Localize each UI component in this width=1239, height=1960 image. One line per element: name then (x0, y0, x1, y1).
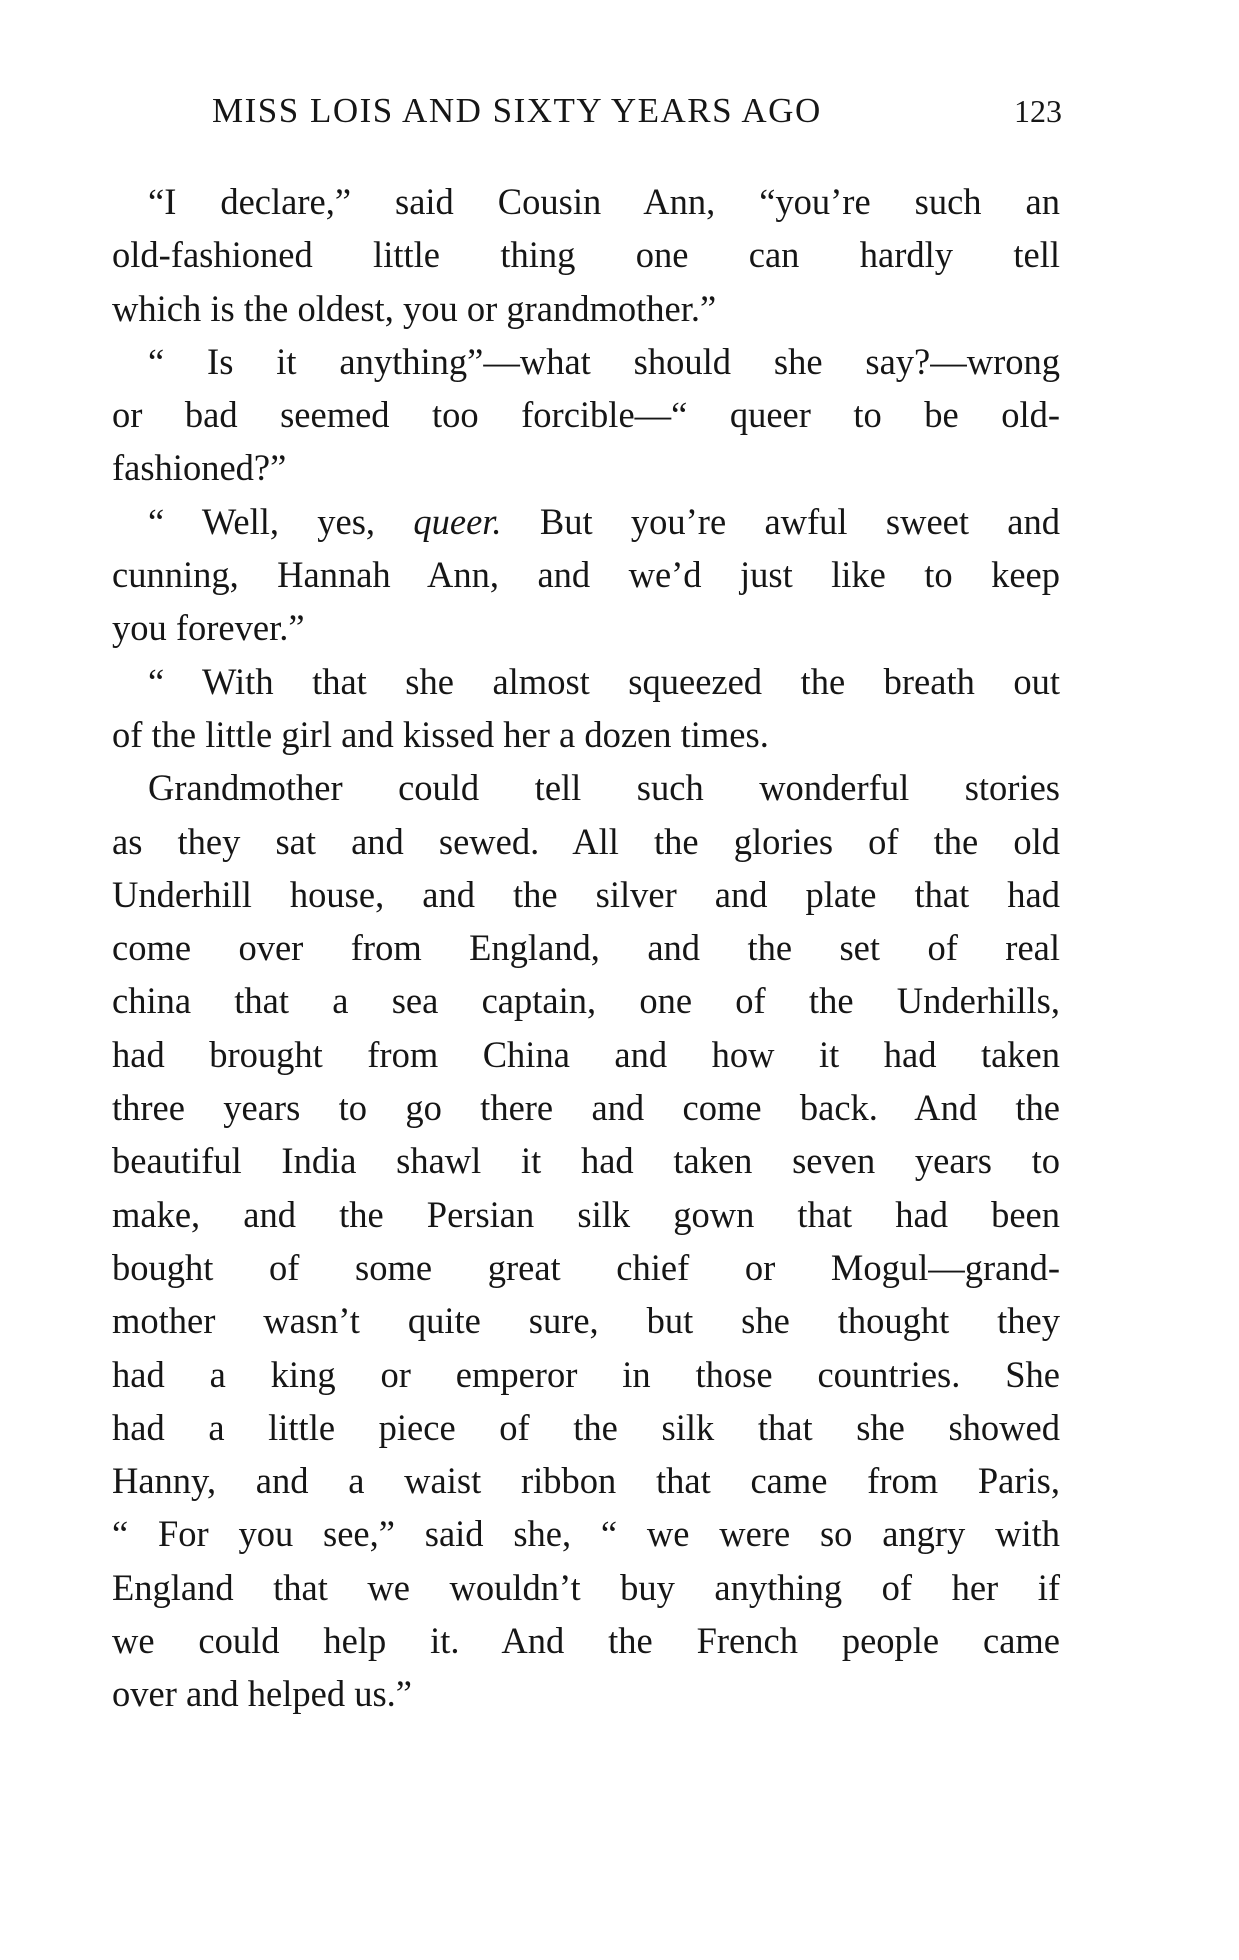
text-line: old-fashioned little thing one can hardly tell (112, 234, 1060, 276)
text-line: as they sat and sewed. All the glories of the old (112, 820, 1060, 862)
text-line: Grandmother could tell such wonderful stories (148, 767, 1060, 809)
text-line: fashioned?” (112, 447, 287, 489)
text-line: had brought from China and how it had taken (112, 1033, 1060, 1075)
text-line: beautiful India shawl it had taken seven years to (112, 1140, 1060, 1182)
text-line: we could help it. And the French people came (112, 1620, 1060, 1662)
emphasized-word: queer. (413, 500, 502, 542)
text-line: mother wasn’t quite sure, but she thought they (112, 1300, 1060, 1342)
text-line: cunning, Hannah Ann, and we’d just like to keep (112, 554, 1060, 596)
text-line: come over from England, and the set of real (112, 927, 1060, 969)
text-line: Hanny, and a waist ribbon that came from Paris, (112, 1460, 1060, 1502)
text-span: “ Well, yes, (148, 500, 414, 542)
text-span: But you’re awful sweet and (501, 500, 1060, 542)
text-line: which is the oldest, you or grandmother.” (112, 287, 717, 329)
page-number: 123 (1014, 93, 1062, 129)
text-line: make, and the Persian silk gown that had been (112, 1193, 1060, 1235)
text-line (112, 495, 1060, 548)
text-line: had a king or emperor in those countries. She (112, 1353, 1060, 1395)
running-head (212, 88, 1062, 134)
text-line: had a little piece of the silk that she showed (112, 1406, 1060, 1448)
text-line: over and helped us.” (112, 1673, 413, 1715)
text-line: china that a sea captain, one of the Underhills, (112, 980, 1060, 1022)
text-line: three years to go there and come back. And the (112, 1087, 1060, 1129)
text-line: bought of some great chief or Mogul—grand- (112, 1246, 1060, 1288)
text-line: you forever.” (112, 607, 305, 649)
text-line: England that we wouldn’t buy anything of her if (112, 1566, 1060, 1608)
text-line: “ With that she almost squeezed the breath out (148, 660, 1060, 702)
text-line: of the little girl and kissed her a dozen times. (112, 713, 769, 755)
text-line: “ For you see,” said she, “ we were so angry with (112, 1513, 1060, 1555)
text-line: Underhill house, and the silver and plate that had (112, 873, 1060, 915)
running-title: MISS LOIS AND SIXTY YEARS AGO (212, 91, 822, 130)
text-line: “I declare,” said Cousin Ann, “you’re such an (148, 181, 1060, 222)
text-line: “ Is it anything”—what should she say?—wrong (148, 340, 1060, 382)
body-text (112, 175, 1060, 1721)
text-line: or bad seemed too forcible—“ queer to be old- (112, 394, 1060, 436)
